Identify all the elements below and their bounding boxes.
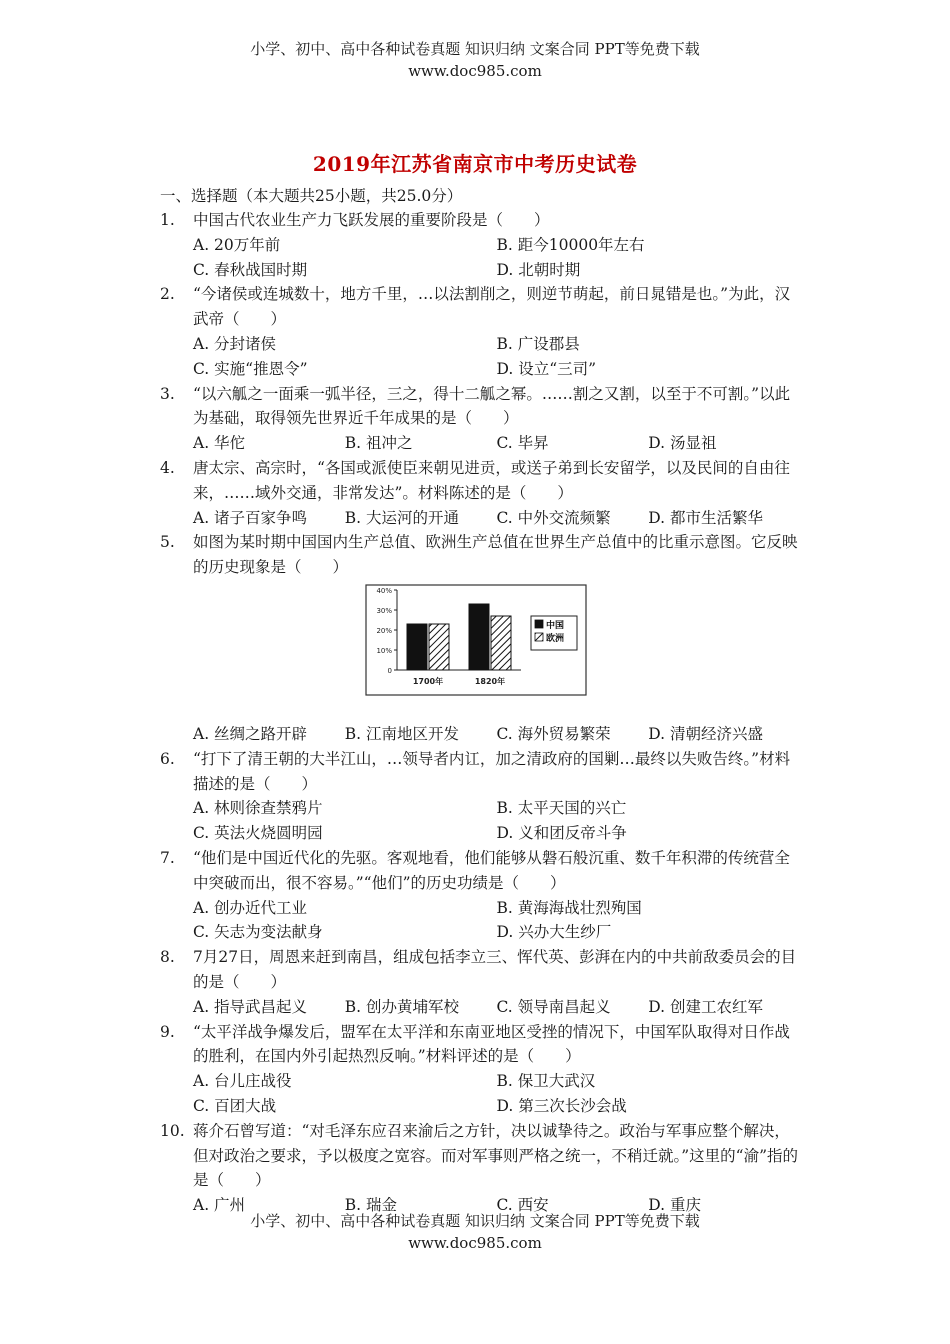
question-number: 4. <box>160 458 175 477</box>
header-line-1: 小学、初中、高中各种试卷真题 知识归纳 文案合同 PPT等免费下载 <box>250 40 700 58</box>
option-d[interactable]: D. 北朝时期 <box>496 260 581 279</box>
question-number: 3. <box>160 384 175 403</box>
option-a[interactable]: A. 丝绸之路开辟 <box>193 724 308 743</box>
legend-swatch <box>535 620 543 628</box>
option-d[interactable]: D. 第三次长沙会战 <box>496 1096 627 1115</box>
question-5 <box>160 530 800 746</box>
option-d[interactable]: D. 清朝经济兴盛 <box>648 724 763 743</box>
x-tick-label: 1700年 <box>412 676 444 686</box>
question-9 <box>160 1020 800 1119</box>
question-stem: 如图为某时期中国国内生产总值、欧洲生产总值在世界生产总值中的比重示意图。它反映的历史现象是（ ） <box>193 533 798 577</box>
y-tick-label: 30% <box>376 606 392 615</box>
option-c[interactable]: C. 春秋战国时期 <box>193 260 308 279</box>
option-b[interactable]: B. 瑞金 <box>344 1196 397 1215</box>
option-group <box>193 332 800 382</box>
question-7 <box>160 846 800 945</box>
option-b[interactable]: B. 保卫大武汉 <box>496 1072 596 1091</box>
question-stem: 唐太宗、高宗时，“各国或派使臣来朝见进贡，或送子弟到长安留学，以及民间的自由往来，……域外交通，非常发达”。材料陈述的是（ ） <box>193 458 790 502</box>
option-b[interactable]: B. 距今10000年左右 <box>496 235 645 254</box>
option-group <box>193 722 800 747</box>
option-c[interactable]: C. 实施“推恩令” <box>193 359 308 378</box>
question-stem: 蒋介石曾写道：“对毛泽东应召来渝后之方针，决以诚挚待之。政治与军事应整个解决，但对政治之要求，予以极度之宽容。而对军事则严格之统一，不稍迁就。”这里的“渝”指的是（ ） <box>193 1121 799 1190</box>
option-d[interactable]: D. 创建工农红军 <box>648 997 763 1016</box>
x-tick-label: 1820年 <box>474 676 506 686</box>
option-b[interactable]: B. 江南地区开发 <box>344 724 459 743</box>
bar-中国-1820年 <box>469 604 489 670</box>
bar-chart-svg <box>365 584 587 718</box>
y-tick-label: 10% <box>376 646 392 655</box>
option-c[interactable]: C. 西安 <box>496 1196 549 1215</box>
option-b[interactable]: B. 大运河的开通 <box>344 508 459 527</box>
option-c[interactable]: C. 中外交流频繁 <box>496 508 611 527</box>
option-b[interactable]: B. 太平天国的兴亡 <box>496 799 627 818</box>
question-stem: “今诸侯或连城数十，地方千里，…以法割削之，则逆节萌起，前日晁错是也。”为此，汉武帝（ ） <box>193 285 791 329</box>
option-d[interactable]: D. 重庆 <box>648 1196 701 1215</box>
bar-欧洲-1700年 <box>429 624 449 670</box>
question-stem: “太平洋战争爆发后，盟军在太平洋和东南亚地区受挫的情况下，中国军队取得对日作战的胜利，在国内外引起热烈反响。”材料评述的是（ ） <box>193 1022 790 1066</box>
page-header <box>0 38 950 82</box>
option-a[interactable]: A. 广州 <box>193 1196 246 1215</box>
question-stem: “他们是中国近代化的先驱。客观地看，他们能够从磐石般沉重、数千年积滞的传统营全中突破而出，很不容易。”“他们”的历史功绩是（ ） <box>193 848 790 892</box>
question-stem: 7月27日，周恩来赶到南昌，组成包括李立三、恽代英、彭湃在内的中共前敌委员会的目的是（ ） <box>193 948 797 991</box>
footer-url: www.doc985.com <box>408 1234 542 1252</box>
question-number: 6. <box>160 749 175 768</box>
option-d[interactable]: D. 兴办大生纱厂 <box>496 923 612 942</box>
option-a[interactable]: A. 创办近代工业 <box>193 898 308 917</box>
option-d[interactable]: D. 设立“三司” <box>496 359 597 378</box>
option-b[interactable]: B. 祖冲之 <box>344 434 413 453</box>
y-tick-label: 0 <box>387 666 392 675</box>
option-b[interactable]: B. 创办黄埔军校 <box>344 997 459 1016</box>
option-group <box>193 995 800 1020</box>
option-a[interactable]: A. 诸子百家争鸣 <box>193 508 308 527</box>
option-c[interactable]: C. 百团大战 <box>193 1096 277 1115</box>
option-a[interactable]: A. 台儿庄战役 <box>193 1072 292 1091</box>
question-6 <box>160 747 800 846</box>
option-group <box>193 796 800 846</box>
question-stem: “以六觚之一面乘一弧半径，三之，得十二觚之幂。……割之又割，以至于不可割。”以此为基础，取得领先世界近千年成果的是（ ） <box>193 384 791 428</box>
exam-title: 2019年江苏省南京市中考历史试卷 <box>312 152 638 176</box>
option-group <box>193 233 800 283</box>
bar-中国-1700年 <box>407 624 427 670</box>
footer-line-1: 小学、初中、高中各种试卷真题 知识归纳 文案合同 PPT等免费下载 <box>250 1212 700 1230</box>
question-8 <box>160 945 800 1019</box>
question-3 <box>160 382 800 456</box>
question-number: 2. <box>160 285 175 304</box>
option-b[interactable]: B. 广设郡县 <box>496 334 580 353</box>
page-footer <box>0 1210 950 1254</box>
option-c[interactable]: C. 领导南昌起义 <box>496 997 611 1016</box>
y-tick-label: 40% <box>376 586 392 595</box>
question-number: 8. <box>160 948 175 967</box>
option-a[interactable]: A. 林则徐查禁鸦片 <box>193 799 323 818</box>
gdp-share-chart <box>193 584 800 720</box>
question-number: 10. <box>160 1121 185 1140</box>
bar-欧洲-1820年 <box>491 616 511 670</box>
option-d[interactable]: D. 都市生活繁华 <box>648 508 763 527</box>
legend-label: 中国 <box>546 620 565 631</box>
y-tick-label: 20% <box>376 626 392 635</box>
option-c[interactable]: C. 海外贸易繁荣 <box>496 724 611 743</box>
question-number: 5. <box>160 533 175 552</box>
legend-swatch <box>535 633 543 641</box>
question-number: 1. <box>160 211 175 229</box>
question-4 <box>160 456 800 530</box>
option-c[interactable]: C. 矢志为变法献身 <box>193 923 323 942</box>
option-d[interactable]: D. 汤显祖 <box>648 434 717 453</box>
option-a[interactable]: A. 华佗 <box>193 434 246 453</box>
question-2 <box>160 282 800 381</box>
option-group <box>193 896 800 946</box>
question-list <box>160 208 800 1218</box>
option-group <box>193 1069 800 1119</box>
option-c[interactable]: C. 毕昇 <box>496 434 549 453</box>
section-heading: 一、选择题（本大题共25小题，共25.0分） <box>160 187 463 205</box>
option-c[interactable]: C. 英法火烧圆明园 <box>193 824 323 843</box>
question-1 <box>160 208 800 282</box>
question-stem: “打下了清王朝的大半江山，…领导者内讧，加之清政府的国剿…最终以失败告终。”材料描述的是（ ） <box>193 749 791 793</box>
question-stem: 中国古代农业生产力飞跃发展的重要阶段是（ ） <box>193 211 550 229</box>
question-number: 7. <box>160 848 175 867</box>
option-b[interactable]: B. 黄海海战壮烈殉国 <box>496 898 642 917</box>
header-url: www.doc985.com <box>408 62 542 80</box>
option-group <box>193 431 800 456</box>
option-a[interactable]: A. 20万年前 <box>193 235 281 254</box>
question-number: 9. <box>160 1022 175 1041</box>
option-d[interactable]: D. 义和团反帝斗争 <box>496 824 627 843</box>
option-a[interactable]: A. 指导武昌起义 <box>193 997 308 1016</box>
option-a[interactable]: A. 分封诸侯 <box>193 334 277 353</box>
option-group <box>193 506 800 531</box>
legend-label: 欧洲 <box>546 633 565 644</box>
question-10 <box>160 1119 800 1218</box>
